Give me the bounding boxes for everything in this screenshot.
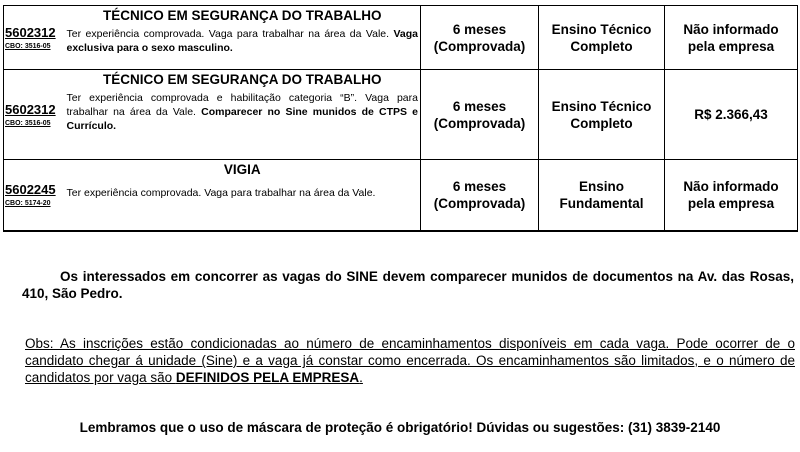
education-level: Ensino <box>578 179 624 194</box>
obs-highlight: DEFINIDOS PELA EMPRESA <box>175 370 360 385</box>
job-description-cell <box>66 160 421 232</box>
job-description-highlight: Vaga exclusiva para o sexo masculino. <box>66 28 418 54</box>
footer-note: Lembramos que o uso de máscara de proteção é obrigatório! Dúvidas ou sugestões: (31) 3839-2140 <box>79 420 721 435</box>
job-description-cell <box>66 70 421 160</box>
table-row <box>4 70 798 160</box>
table-row <box>4 6 798 70</box>
education-level: Ensino Técnico <box>551 21 652 37</box>
experience-duration: 6 meses <box>452 21 507 37</box>
experience-cell <box>421 6 539 70</box>
job-description-highlight: Comparecer no Sine munidos de CTPS e Currículo. <box>66 106 418 132</box>
salary-line-2: pela empresa <box>687 196 775 211</box>
obs-paragraph <box>25 335 795 386</box>
education-status: Completo <box>570 115 633 131</box>
table-row <box>4 160 798 232</box>
cbo-code: CBO: 3516-05 <box>5 119 51 127</box>
job-title: TÉCNICO EM SEGURANÇA DO TRABALHO <box>103 8 382 23</box>
salary-cell <box>665 160 798 232</box>
job-description <box>67 186 419 200</box>
job-code-cell <box>4 6 66 70</box>
job-description-text: Ter experiência comprovada. Vaga para trabalhar na área da Vale. <box>66 28 394 40</box>
salary-line-1: Não informado <box>683 21 779 37</box>
education-cell <box>539 70 665 160</box>
education-status: Fundamental <box>559 196 644 211</box>
job-code-cell <box>4 70 66 160</box>
job-title: TÉCNICO EM SEGURANÇA DO TRABALHO <box>103 72 382 87</box>
education-cell <box>539 6 665 70</box>
job-description-cell <box>66 6 421 70</box>
experience-cell <box>421 70 539 160</box>
job-listings-table <box>3 5 798 232</box>
experience-duration: 6 meses <box>452 179 507 194</box>
education-cell <box>539 160 665 232</box>
experience-cell <box>421 160 539 232</box>
job-code-cell <box>4 160 66 232</box>
salary-line-1: Não informado <box>683 179 779 194</box>
cbo-code: CBO: 5174-20 <box>5 200 51 207</box>
notice-text: Os interessados em concorrer as vagas do SINE devem comparecer munidos de documentos na Av. das Rosas, 410, São Pedro. <box>22 269 794 301</box>
notice-paragraph <box>22 268 794 302</box>
experience-duration: 6 meses <box>452 98 507 114</box>
obs-text: As inscrições estão condicionadas ao número de encaminhamentos disponíveis em cada vaga. Pode ocorrer de o candidato chegar á unidade (Sine) e a vaga já constar como encerrada. Os encaminhamentos são limitados, e o número de candidatos por vaga são <box>25 336 795 385</box>
education-status: Completo <box>570 38 633 54</box>
obs-end: . <box>359 370 363 385</box>
salary-cell <box>665 70 798 160</box>
salary-cell <box>665 6 798 70</box>
job-description <box>67 27 419 55</box>
job-code: 5602245 <box>5 182 56 197</box>
job-description <box>67 91 419 133</box>
job-code: 5602312 <box>5 24 56 40</box>
salary-line-2: pela empresa <box>687 38 775 54</box>
experience-note: (Comprovada) <box>433 196 526 211</box>
obs-label: Obs: <box>25 336 54 351</box>
job-description-text: Ter experiência comprovada e habilitação categoria “B”. Vaga para trabalhar na área da Vale. <box>66 92 418 118</box>
cbo-code: CBO: 3516-05 <box>5 42 51 50</box>
job-code: 5602312 <box>5 101 56 117</box>
salary-line-1: R$ 2.366,43 <box>694 107 768 122</box>
job-title: VIGIA <box>223 162 261 177</box>
education-level: Ensino Técnico <box>551 98 652 114</box>
experience-note: (Comprovada) <box>433 38 526 54</box>
experience-note: (Comprovada) <box>433 115 526 131</box>
job-description-text: Ter experiência comprovada. Vaga para trabalhar na área da Vale. <box>66 187 376 199</box>
